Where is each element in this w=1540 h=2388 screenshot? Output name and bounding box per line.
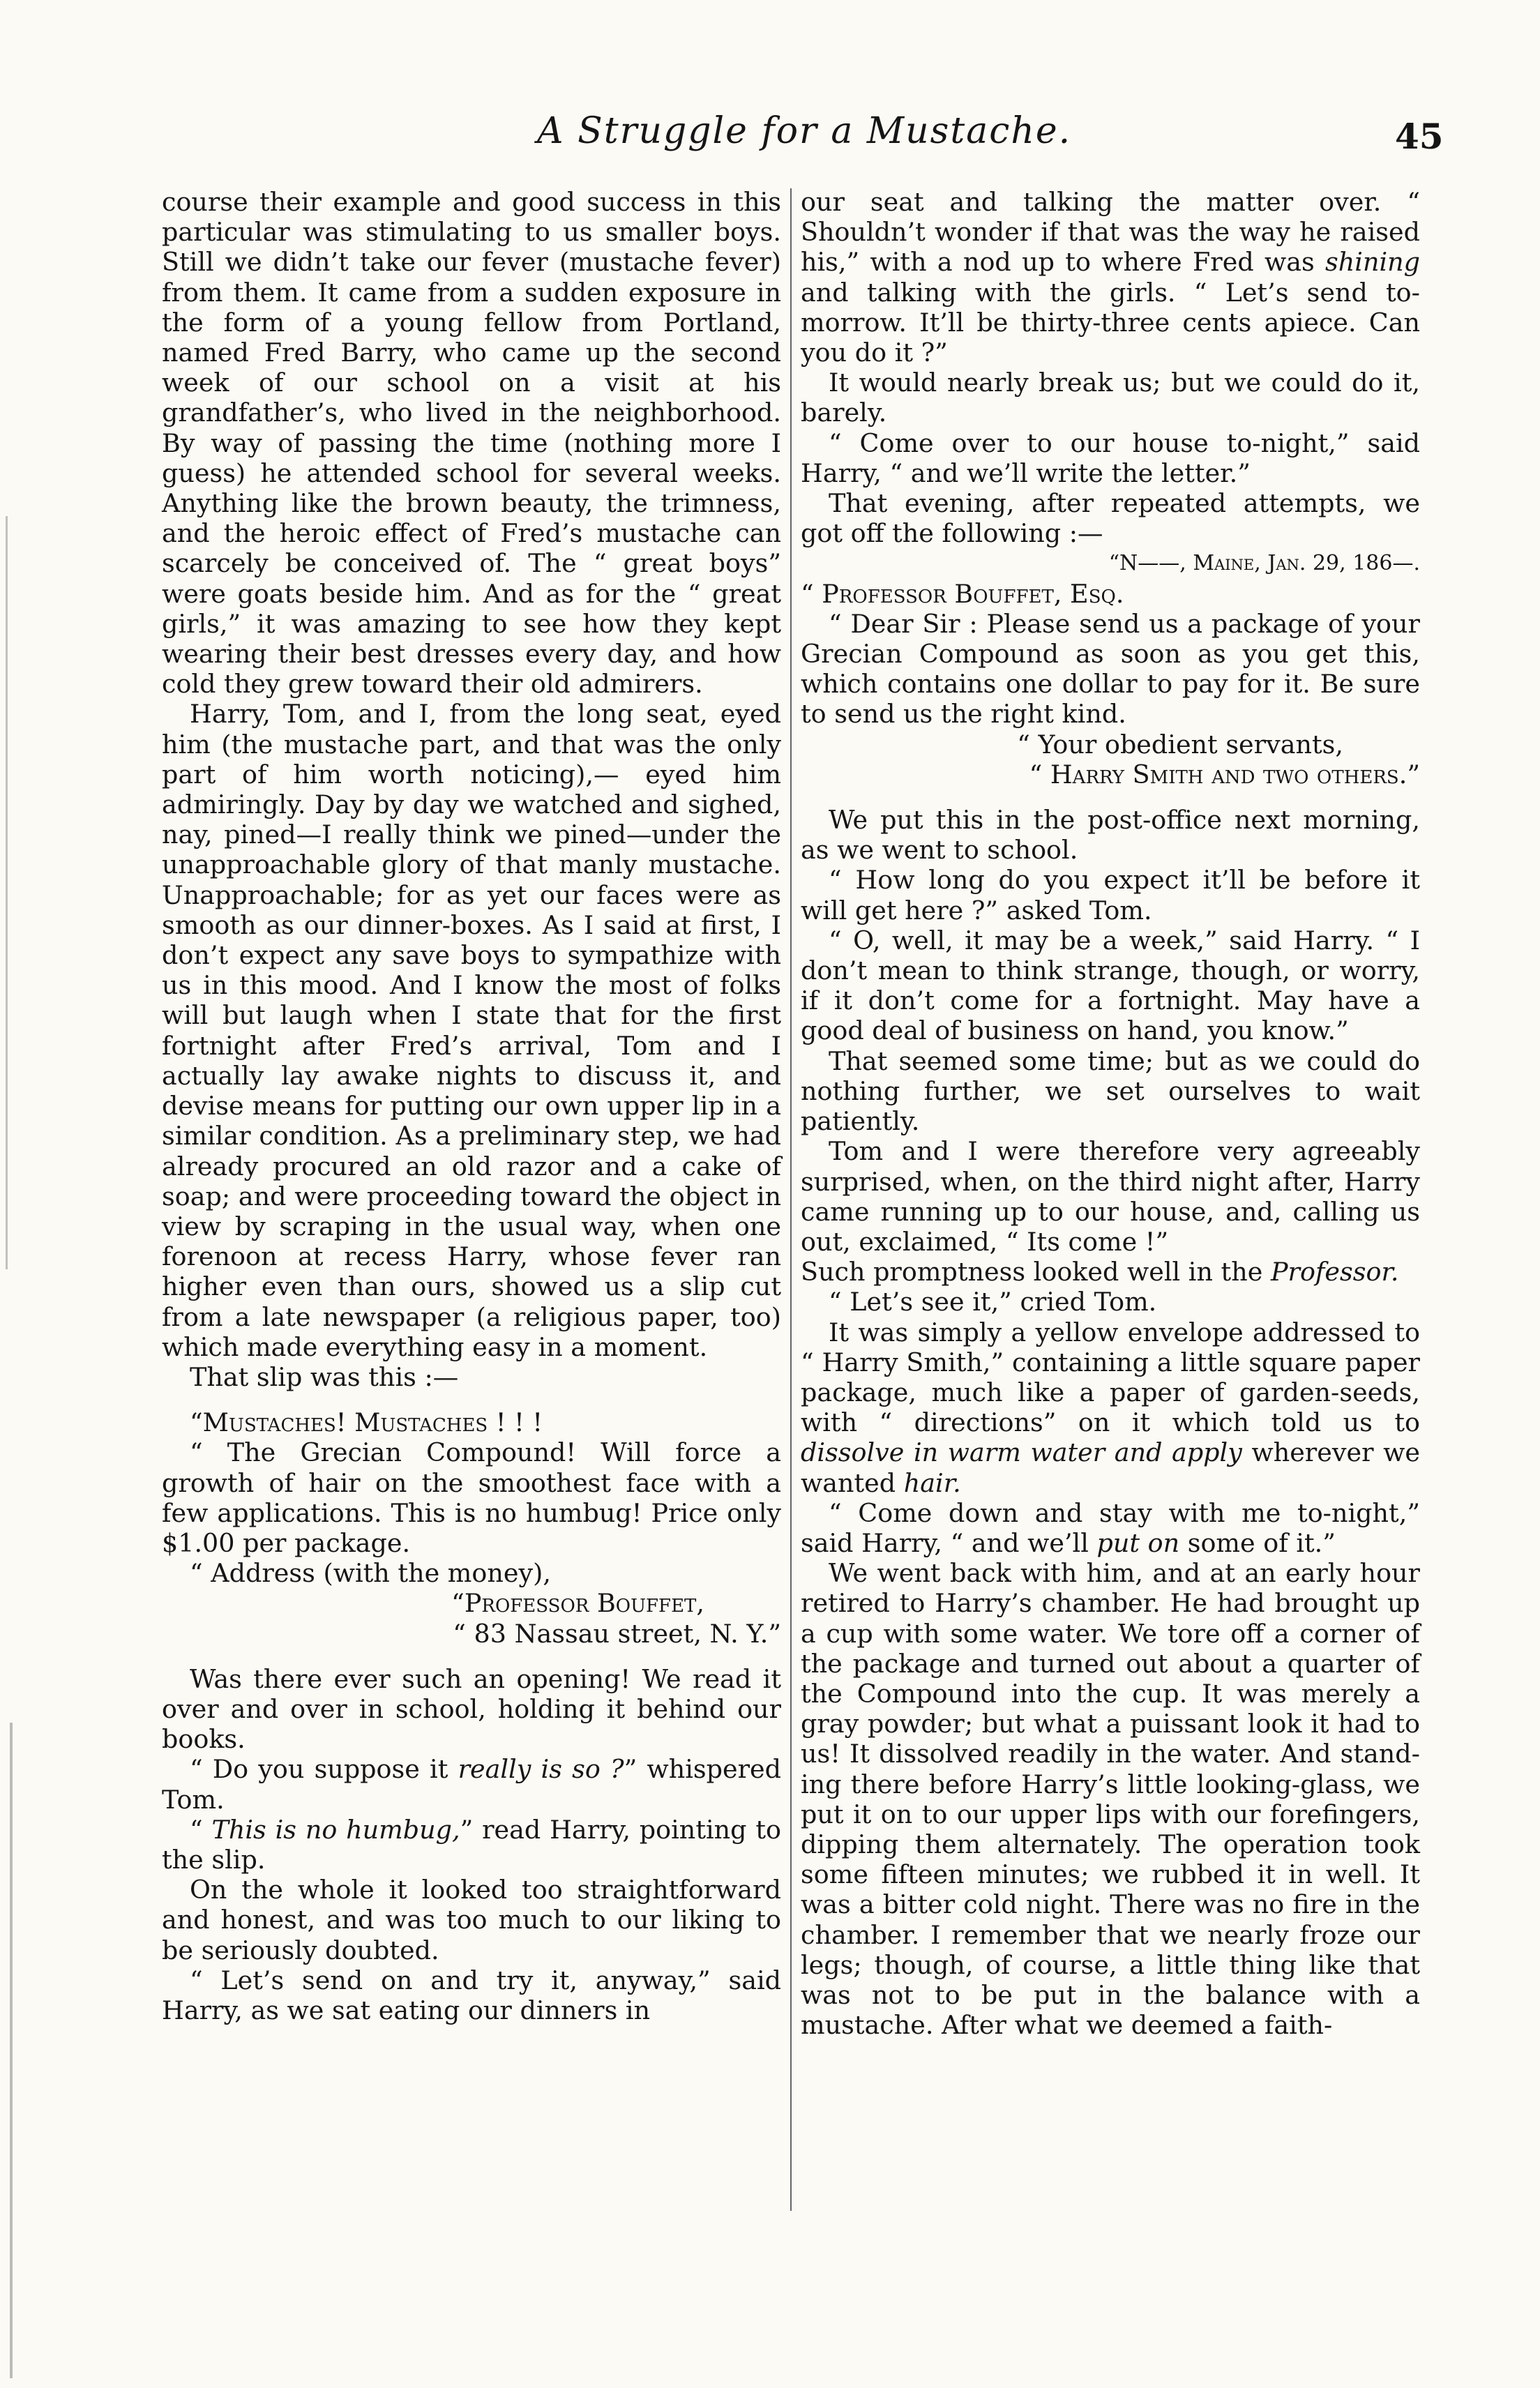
advertisement-address: “ Address (with the money), bbox=[190, 1558, 551, 1589]
page-edge-shadow bbox=[6, 516, 12, 1269]
paragraph: We went back with him, and at an early hour retired to Harry’s chamber. He had brought up a cup with some water. We tore off a corner of the package and turned out about a quarter of the Compound into the cup. It was merely a gray powder; but what a puissant look it had to us! It dissolved readily in the water. And standing there before Harry’s little looking-glass, we put it on to our upper lips with our forefingers, dipping them alternately. The operation took some fifteen minutes; we rubbed it in well. It was a bitter cold night. There was no fire in the chamber. I remember that we nearly froze our legs; though, of course, a little thing like that was not to be put in the balance with a mustache. After what we deemed a faith- bbox=[801, 1558, 1420, 2041]
paragraph: “ Let’s send on and try it, anyway,” said Harry, as we sat eating our dinners in bbox=[162, 1965, 781, 2025]
paragraph: our seat and talking the matter over. “ Shouldn’t wonder if that was the way he raised his,” with a nod up to where Fred was shining and talking with the girls. “ Let’s send to-morrow. It’ll be thirty-three cents apiece. Can you do it ?” bbox=[801, 187, 1420, 368]
running-title: A Struggle for a Mustache. bbox=[537, 110, 1072, 152]
paragraph: “ Come down and stay with me to-night,” said Harry, “ and we’ll put on some of it.” bbox=[801, 1497, 1420, 1558]
paragraph: It was simply a yellow envelope addressed to “ Harry Smith,” containing a little square paper package, much like a paper of garden-seeds, with “ directions” on it which told us to dissolve in warm water and apply wherever we wanted hair. bbox=[801, 1317, 1420, 1498]
paragraph: Such promptness looked well in the Professor. bbox=[801, 1257, 1399, 1287]
column-divider bbox=[790, 188, 792, 2211]
page-header bbox=[0, 110, 1540, 166]
advertisement-street: “ 83 Nassau street, N. Y.” bbox=[453, 1618, 781, 1649]
letter-closing: “ Your obedient servants, bbox=[1017, 729, 1343, 760]
paragraph: Tom and I were therefore very agreeably surprised, when, on the third night after, Harry came running up to our house, and, calling us out, exclaimed, “ Its come !” bbox=[801, 1136, 1420, 1257]
paragraph: It would nearly break us; but we could do it, barely. bbox=[801, 368, 1420, 428]
paragraph: “ O, well, it may be a week,” said Harry. “ I don’t mean to think strange, though, or worry, if it don’t come for a fortnight. May have a good deal of business on hand, you know.” bbox=[801, 925, 1420, 1046]
letter-body: “ Dear Sir : Please send us a package of your Grecian Compound as soon as you get this, which contains one dollar to pay for it. Be sure to send us the right kind. bbox=[801, 608, 1420, 730]
page-number: 45 bbox=[1395, 116, 1444, 157]
left-column bbox=[162, 187, 781, 2025]
letter-signature: “ Harry Smith and two others.” bbox=[1029, 759, 1420, 789]
paragraph: “ Come over to our house to-night,” said Harry, “ and we’ll write the letter.” bbox=[801, 428, 1420, 488]
paragraph: We put this in the post-office next morning, as we went to school. bbox=[801, 805, 1420, 866]
paragraph: course their example and good success in this particular was stimulating to us smaller boys. Still we didn’t take our fever (mustache fever) from them. It came from a sudden exposure in the form of a young fellow from Portland, named Fred Barry, who came up the second week of our school on a visit at his grandfather’s, who lived in the neighborhood. By way of passing the time (nothing more I guess) he attended school for several weeks. Anything like the brown beauty, the trimness, and the heroic effect of Fred’s mustache can scarcely be conceived of. The “ great boys” were goats beside him. And as for the “ great girls,” it was amazing to see how they kept wearing their best dresses every day, and how cold they grew toward their old admirers. bbox=[162, 187, 781, 700]
page-edge-shadow bbox=[10, 1723, 17, 2378]
paragraph: On the whole it looked too straightforward and honest, and was too much to our liking to be seriously doubted. bbox=[162, 1875, 781, 1965]
paragraph: That evening, after repeated attempts, we got off the following :— bbox=[801, 488, 1420, 549]
advertisement-body: “ The Grecian Compound! Will force a growth of hair on the smoothest face with a few applications. This is no humbug! Price only $1.00 per package. bbox=[162, 1437, 781, 1558]
paragraph: Harry, Tom, and I, from the long seat, eyed him (the mustache part, and that was the only part of him worth noticing),— eyed him admiringly. Day by day we watched and sighed, nay, pined—I really think we pined—under the unapproachable glory of that manly mustache. Unapproachable; for as yet our faces were as smooth as our dinner-boxes. As I said at first, I don’t expect any save boys to sympathize with us in this mood. And I know the most of folks will but laugh when I state that for the first fortnight after Fred’s arrival, Tom and I actually lay awake nights to discuss it, and devise means for putting our own upper lip in a similar condition. As a preliminary step, we had already procured an old razor and a cake of soap; and were proceeding toward the object in view by scraping in the usual way, when one forenoon at recess Harry, whose fever ran higher even than ours, showed us a slip cut from a late newspaper (a religious paper, too) which made everything easy in a moment. bbox=[162, 699, 781, 1362]
paragraph: That seemed some time; but as we could do nothing further, we set ourselves to wait patiently. bbox=[801, 1045, 1420, 1137]
advertisement-name: “Professor Bouffet, bbox=[451, 1588, 704, 1619]
paragraph: Was there ever such an opening! We read it over and over in school, holding it behind our books. bbox=[162, 1663, 781, 1755]
letter-salutation: “ Professor Bouffet, Esq. bbox=[801, 578, 1124, 609]
paragraph: “ This is no humbug,” read Harry, pointing to the slip. bbox=[162, 1814, 782, 1875]
paragraph: “ Let’s see it,” cried Tom. bbox=[829, 1287, 1157, 1317]
paragraph: That slip was this :— bbox=[190, 1361, 459, 1392]
right-column bbox=[801, 187, 1420, 2040]
paragraph: “ How long do you expect it’ll be before it will get here ?” asked Tom. bbox=[801, 865, 1420, 925]
letter-dateline: “N——, Maine, Jan. 29, 186—. bbox=[1108, 551, 1420, 576]
paragraph: “ Do you suppose it really is so ?” whispered Tom. bbox=[162, 1754, 781, 1815]
advertisement-heading: “Mustaches! Mustaches ! ! ! bbox=[190, 1407, 543, 1438]
